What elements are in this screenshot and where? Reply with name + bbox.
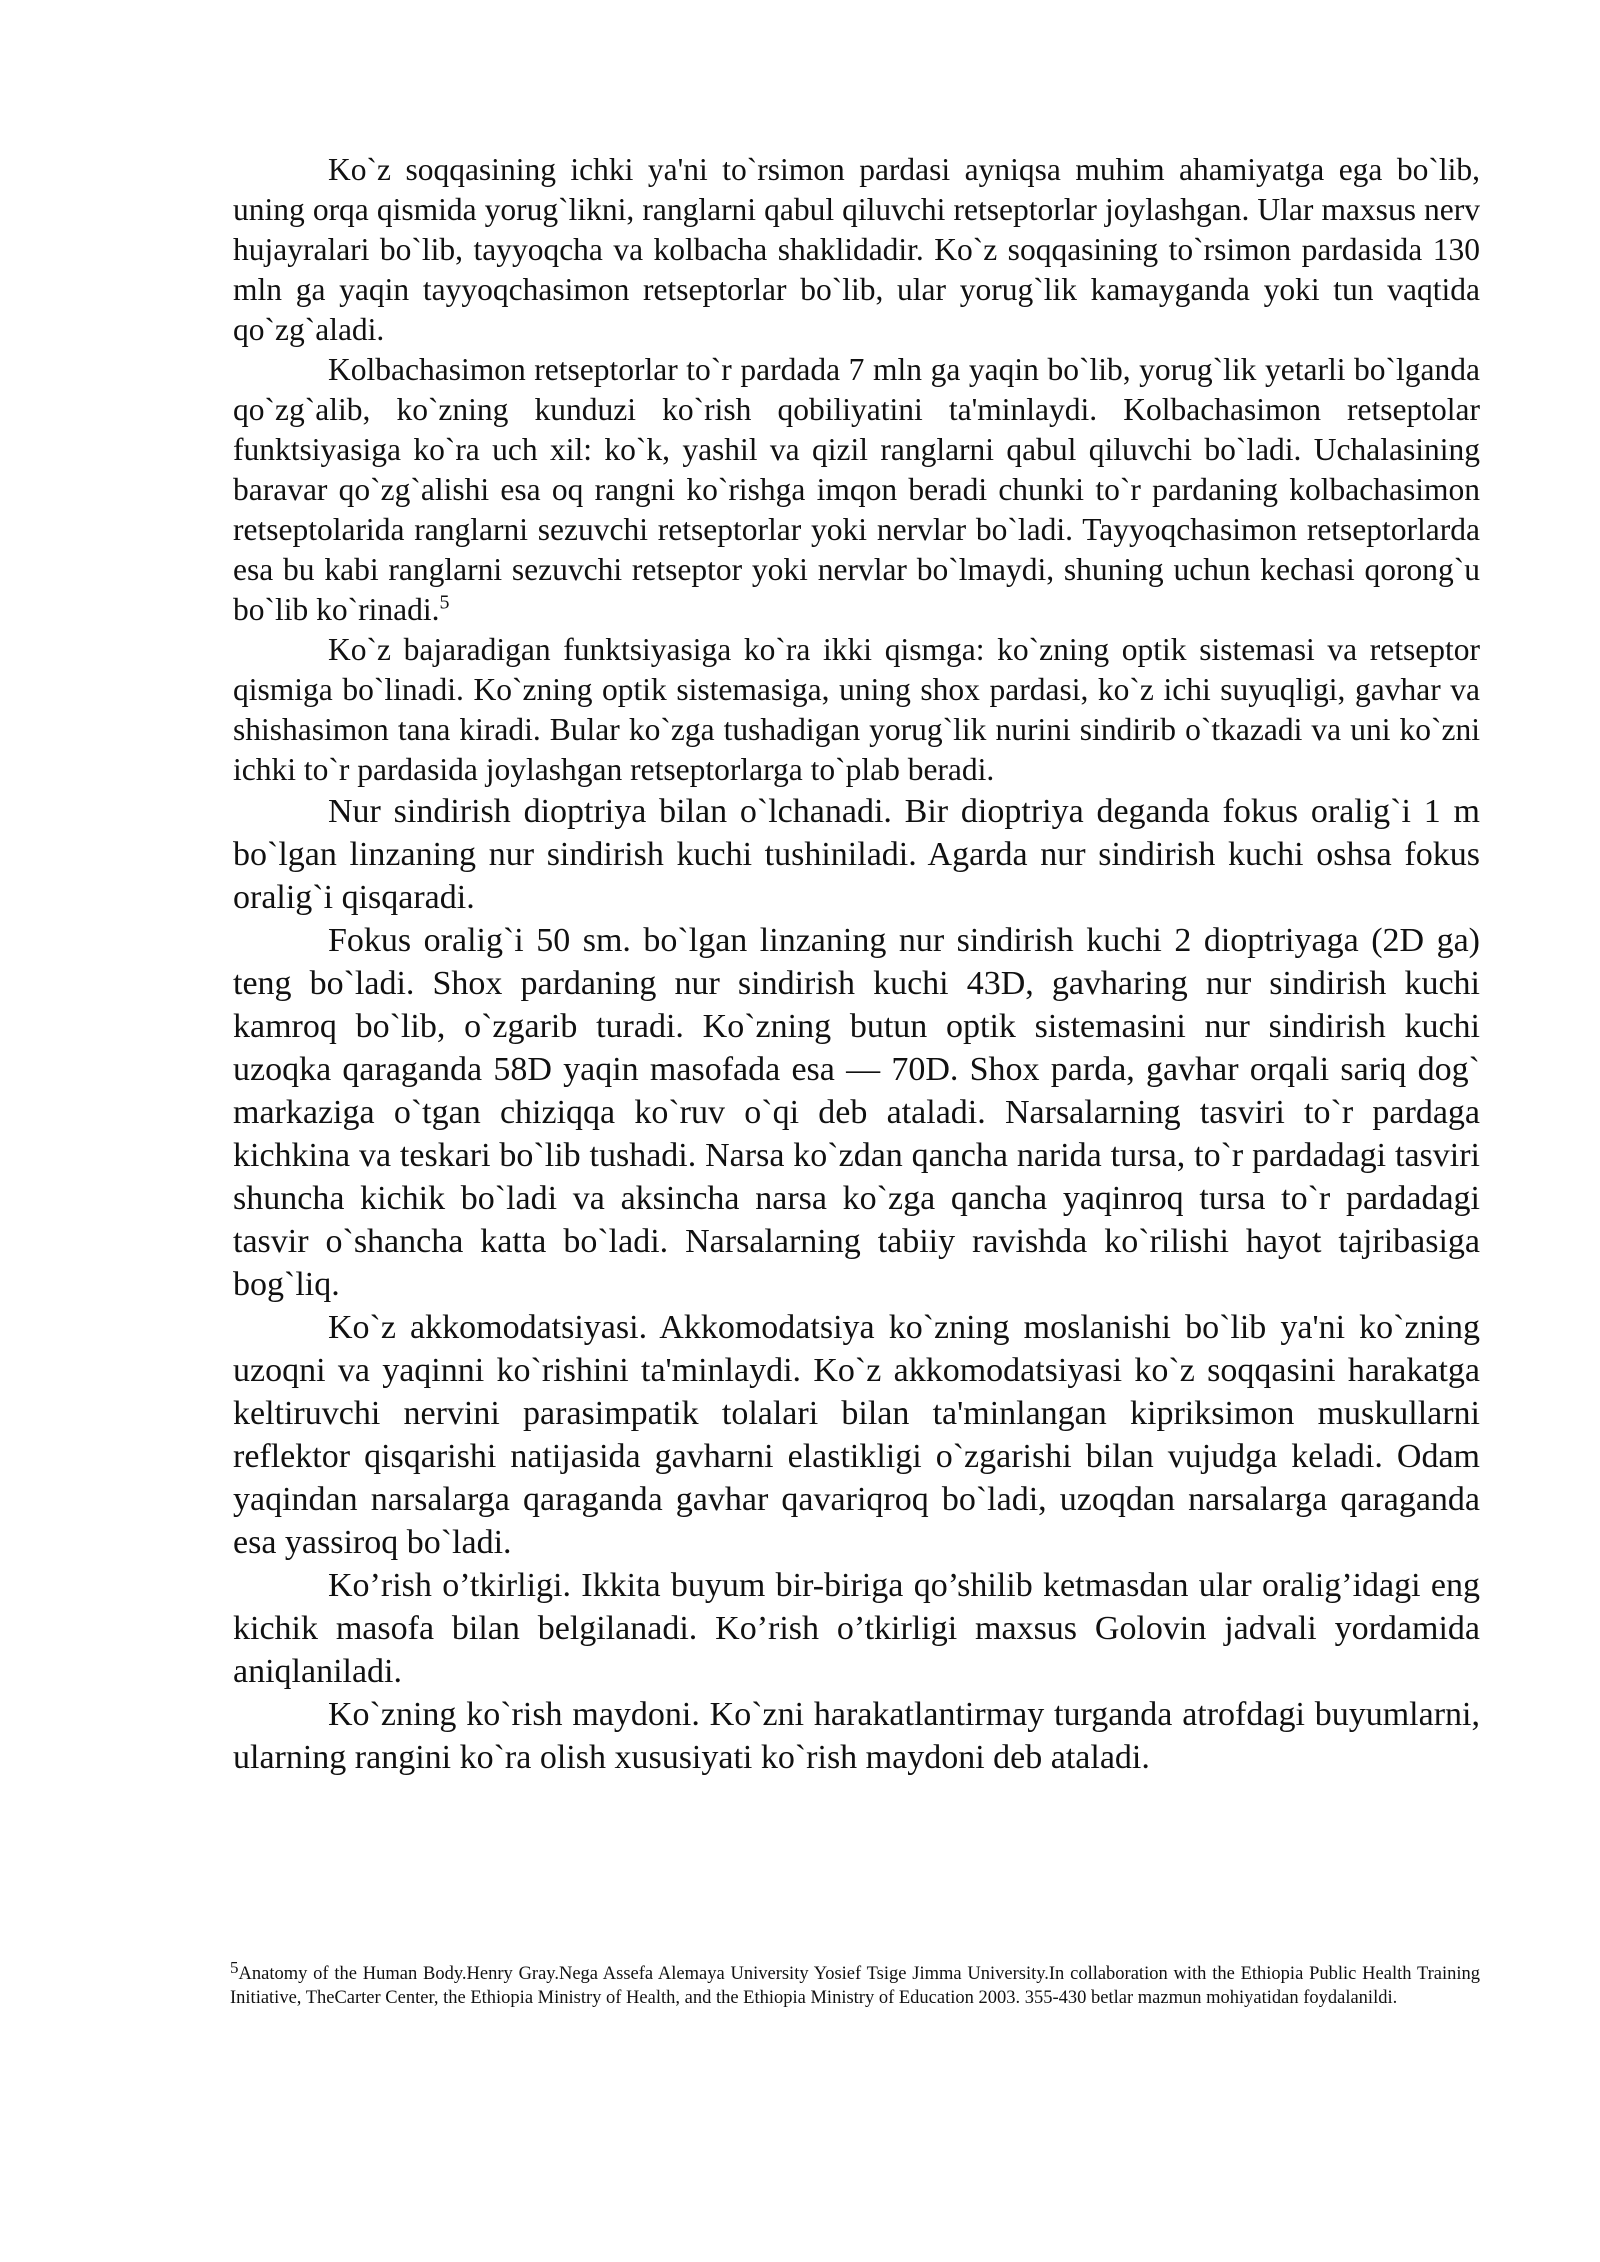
- footnote: [230, 1958, 1480, 2010]
- paragraph-focal-length: Fokus oralig`i 50 sm. bo`lgan linzaning nur sindirish kuchi 2 dioptriyaga (2D ga) teng bo`ladi. Shox pardaning nur sindirish kuchi 43D, gavharing nur sindirish kuchi kamroq bo`lib, o`zgarib turadi. Ko`zning butun optik sistemasini nur sindirish kuchi uzoqka qaraganda 58D yaqin masofada esa — 70D. Shox parda, gavhar orqali sariq dog` markaziga o`tgan chiziqqa ko`ruv o`qi deb ataladi. Narsalarning tasviri to`r pardaga kichkina va teskari bo`lib tushadi. Narsa ko`zdan qancha narida tursa, to`r pardadagi tasviri shuncha kichik bo`ladi va aksincha narsa ko`zga qancha yaqinroq tursa to`r pardadagi tasvir o`shancha katta bo`ladi. Narsalarning tabiiy ravishda ko`rilishi hayot tajribasiga bog`liq.: [233, 922, 1480, 1303]
- paragraph-retina: Ko`z soqqasining ichki ya'ni to`rsimon pardasi ayniqsa muhim ahamiyatga ega bo`lib, uning orqa qismida yorug`likni, ranglarni qabul qiluvchi retseptorlar joylashgan. Ular maxsus nerv hujayralari bo`lib, tayyoqcha va kolbacha shaklidadir. Ko`z soqqasining to`rsimon pardasida 130 mln ga yaqin tayyoqchasimon retseptorlar bo`lib, ular yorug`lik kamayganda yoki tun vaqtida qo`zg`aladi.: [233, 152, 1480, 347]
- body-text: [233, 150, 1480, 1779]
- footnote-text: Anatomy of the Human Body.Henry Gray.Nega Assefa Alemaya University Yosief Tsige Jimma University.In collaboration with the Ethiopia Public Health Training Initiative, TheCarter Center, the Ethiopia Ministry of Health, and the Ethiopia Ministry of Education 2003. 355-430 betlar mazmun mohiyatidan foydalanildi.: [230, 1964, 1480, 2008]
- paragraph-dioptre: Nur sindirish dioptriya bilan o`lchanadi. Bir dioptriya deganda fokus oralig`i 1 m bo`lgan linzaning nur sindirish kuchi tushiniladi. Agarda nur sindirish kuchi oshsa fokus oralig`i qisqaradi.: [233, 793, 1480, 916]
- paragraph-accommodation: Ko`z akkomodatsiyasi. Akkomodatsiya ko`zning moslanishi bo`lib ya'ni ko`zning uzoqni va yaqinni ko`rishini ta'minlaydi. Ko`z akkomodatsiyasi ko`z soqqasini harakatga keltiruvchi nervini parasimpatik tolalari bilan ta'minlangan kipriksimon muskullarni reflektor qisqarishi natijasida gavharni elastikligi o`zgarishi bilan vujudga keladi. Odam yaqindan narsalarga qaraganda gavhar qavariqroq bo`ladi, uzoqdan narsalarga qaraganda esa yassiroq bo`ladi.: [233, 1309, 1480, 1561]
- paragraph-cones: Kolbachasimon retseptorlar to`r pardada 7 mln ga yaqin bo`lib, yorug`lik yetarli bo`lganda qo`zg`alib, ko`zning kunduzi ko`rish qobiliyatini ta'minlaydi. Kolbachasimon retseptolar funktsiyasiga ko`ra uch xil: ko`k, yashil va qizil ranglarni qabul qiluvchi bo`ladi. Uchalasining baravar qo`zg`alishi esa oq rangni ko`rishga imqon beradi chunki to`r pardaning kolbachasimon retseptolarida ranglarni sezuvchi retseptorlar yoki nervlar bo`ladi. Tayyoqchasimon retseptorlarda esa bu kabi ranglarni sezuvchi retseptor yoki nervlar bo`lmaydi, shuning uchun kechasi qorong`u bo`lib ko`rinadi.$^5$: [233, 352, 1480, 627]
- footnote-reference: 5: [439, 591, 450, 614]
- paragraph-optical-system: Ko`z bajaradigan funktsiyasiga ko`ra ikki qismga: ko`zning optik sistemasi va retseptor qismiga bo`linadi. Ko`zning optik sistemasiga, uning shox pardasi, ko`z ichi suyuqligi, gavhar va shishasimon tana kiradi. Bular ko`zga tushadigan yorug`lik nurini sindirib o`tkazadi va uni ko`zni ichki to`r pardasida joylashgan retseptorlarga to`plab beradi.: [233, 632, 1480, 787]
- paragraph-visual-acuity: Ko’rish o’tkirligi. Ikkita buyum bir-biriga qo’shilib ketmasdan ular oralig’idagi eng kichik masofa bilan belgilanadi. Ko’rish o’tkirligi maxsus Golovin jadvali yordamida aniqlaniladi.: [233, 1567, 1480, 1690]
- footnote-marker: 5: [230, 1958, 239, 1977]
- paragraph-visual-field: Ko`zning ko`rish maydoni. Ko`zni harakatlantirmay turganda atrofdagi buyumlarni, ularning rangini ko`ra olish xususiyati ko`rish maydoni deb ataladi.: [233, 1696, 1480, 1776]
